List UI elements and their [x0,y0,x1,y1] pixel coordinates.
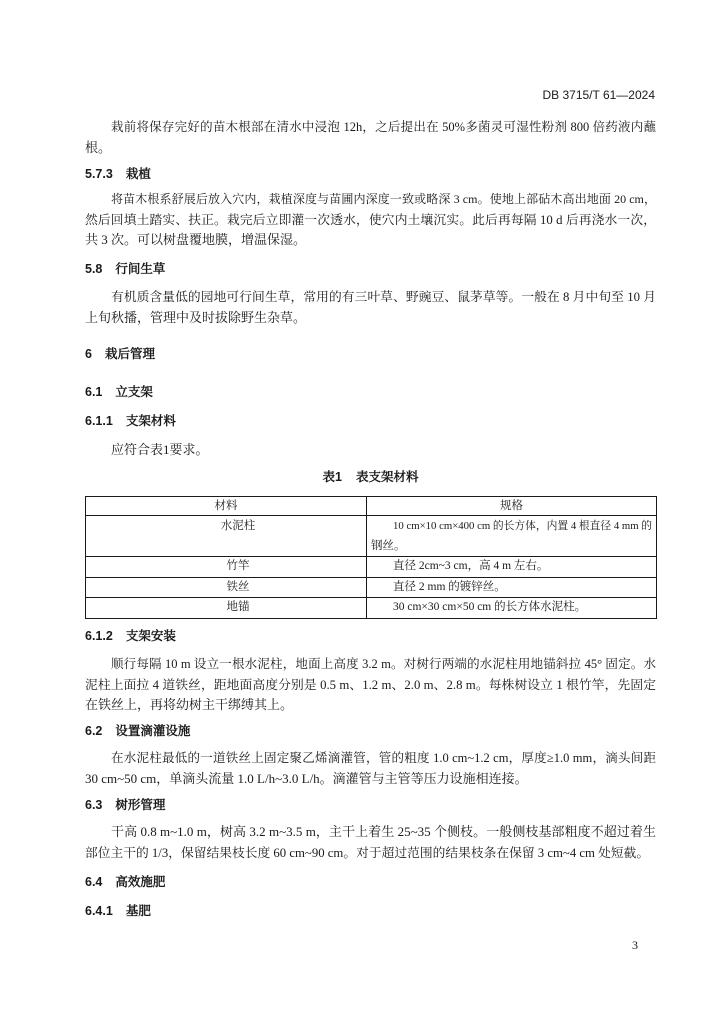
section-heading-6-4 [85,872,656,892]
table-cell-material: 铁丝 [86,577,367,598]
section-title: 行间生草 [115,262,166,276]
section-heading-6-3 [85,795,656,815]
paragraph-line: 有机质含量低的园地可行间生草，常用的有三叶草、野豌豆、鼠茅草等。一般在 8 月中旬至 10 月 [111,290,656,304]
section-heading-6-2 [85,721,656,741]
section-number: 6 [85,347,92,361]
section-heading-5-7-3 [85,164,656,184]
table-cell-material: 竹竿 [86,557,367,578]
section-number: 6.1 [85,385,103,399]
paragraph-line: 上旬秋播，管理中及时拔除野生杂草。 [85,309,307,325]
page-number: 3 [632,938,638,952]
section-heading-6 [85,344,656,364]
paragraph-line: 部位主干的 1/3，保留结果枝长度 60 cm~90 cm。对于超过范围的结果枝条在保留 3 cm~4 cm 处短截。 [85,845,650,860]
spec-line: 直径 2 mm 的镀锌丝。 [393,580,506,593]
paragraph-line: 在铁丝上，再将幼树主干绑缚其上。 [85,697,294,712]
section-title: 支架安装 [125,629,176,643]
table-row [86,577,657,598]
paragraph-line: 根。 [85,139,112,155]
paragraph-line: 在水泥柱最低的一道铁丝上固定聚乙烯滴灌管，管的粗度 1.0 cm~1.2 cm，厚度≥1.0 mm，滴头间距 [111,751,656,765]
section-heading-6-4-1 [85,901,656,921]
paragraph-line: 30 cm~50 cm，单滴头流量 1.0 L/h~3.0 L/h。滴灌管与主管等压力设施相连接。 [85,770,528,786]
paragraph-planting [85,189,656,251]
paragraph-line: 顺行每隔 10 m 设立一根水泥柱，地面上高度 3.2 m。对树行两端的水泥柱用地锚斜拉 45° 固定。水 [111,657,656,671]
support-materials-table [85,496,657,619]
section-title: 支架材料 [125,414,176,428]
table-row [86,557,657,578]
section-number: 5.7.3 [85,167,113,181]
section-number: 6.3 [85,798,103,812]
section-title: 立支架 [115,385,153,399]
document-header-code: DB 3715/T 61—2024 [542,88,655,102]
paragraph-support-installation [85,654,656,716]
table-row [86,598,657,619]
section-title: 栽后管理 [104,347,155,361]
table-header-cell-material: 材料 [86,497,367,516]
paragraph-tree-shape [85,822,656,863]
spec-line: 30 cm×30 cm×50 cm 的长方体水泥柱。 [393,601,587,613]
paragraph-line: 应符合表1要求。 [111,442,209,457]
table-header-row [86,497,657,516]
paragraph-grass [85,287,656,328]
section-title: 高效施肥 [115,875,166,889]
paragraph-line: 将苗木根系舒展后放入穴内，栽植深度与苗圃内深度一致或略深 3 cm。使地上部砧木高出地面 20 cm， [111,192,656,206]
paragraph-soaking [85,117,656,158]
spec-line: 10 cm×10 cm×400 cm 的长方体，内置 4 根直径 4 mm 的 [393,520,653,532]
section-number: 6.4.1 [85,904,113,918]
section-number: 6.4 [85,875,103,889]
table-cell-material: 水泥柱 [86,516,367,557]
paragraph-line: 泥柱上面拉 4 道铁丝，距地面高度分别是 0.5 m、1.2 m、2.0 m、2.8 m。每株树设立 1 根竹竿，先固定 [85,677,656,692]
paragraph-line: 然后回填土踏实、扶正。栽完后立即灌一次透水，使穴内土壤沉实。此后再每隔 10 d 后再浇水一次， [85,212,656,227]
section-number: 6.1.1 [85,414,113,428]
table-caption [85,467,656,487]
section-heading-6-1-1 [85,411,656,431]
table-cell-material: 地锚 [86,598,367,619]
table-cell-spec [367,516,657,557]
spec-line: 钢丝。 [371,539,406,552]
table-row [86,516,657,557]
section-number: 6.2 [85,724,103,738]
section-heading-6-1-2 [85,626,656,646]
table-caption-label: 表1 [322,470,342,484]
paragraph-table-reference [85,440,656,461]
spec-line: 直径 2cm~3 cm，高 4 m 左右。 [393,560,549,572]
section-title: 树形管理 [115,798,166,812]
table-cell-spec [367,598,657,619]
table-cell-spec [367,557,657,578]
section-title: 栽植 [125,167,151,181]
table-cell-spec [367,577,657,598]
table-header-cell-spec: 规格 [367,497,657,516]
table-caption-title: 表支架材料 [355,470,419,484]
section-number: 6.1.2 [85,629,113,643]
paragraph-line: 共 3 次。可以树盘覆地膜，增温保湿。 [85,232,307,247]
section-heading-6-1 [85,382,656,402]
section-number: 5.8 [85,262,103,276]
paragraph-line: 干高 0.8 m~1.0 m，树高 3.2 m~3.5 m，主干上着生 25~35 个侧枝。一般侧枝基部粗度不超过着生 [111,824,656,839]
section-heading-5-8 [85,259,656,279]
paragraph-line: 栽前将保存完好的苗木根部在清水中浸泡 12h，之后提出在 50%多菌灵可湿性粉剂 800 倍药液内蘸 [111,120,656,134]
section-title: 基肥 [125,904,151,918]
paragraph-drip-irrigation [85,748,656,789]
section-title: 设置滴灌设施 [115,724,191,738]
